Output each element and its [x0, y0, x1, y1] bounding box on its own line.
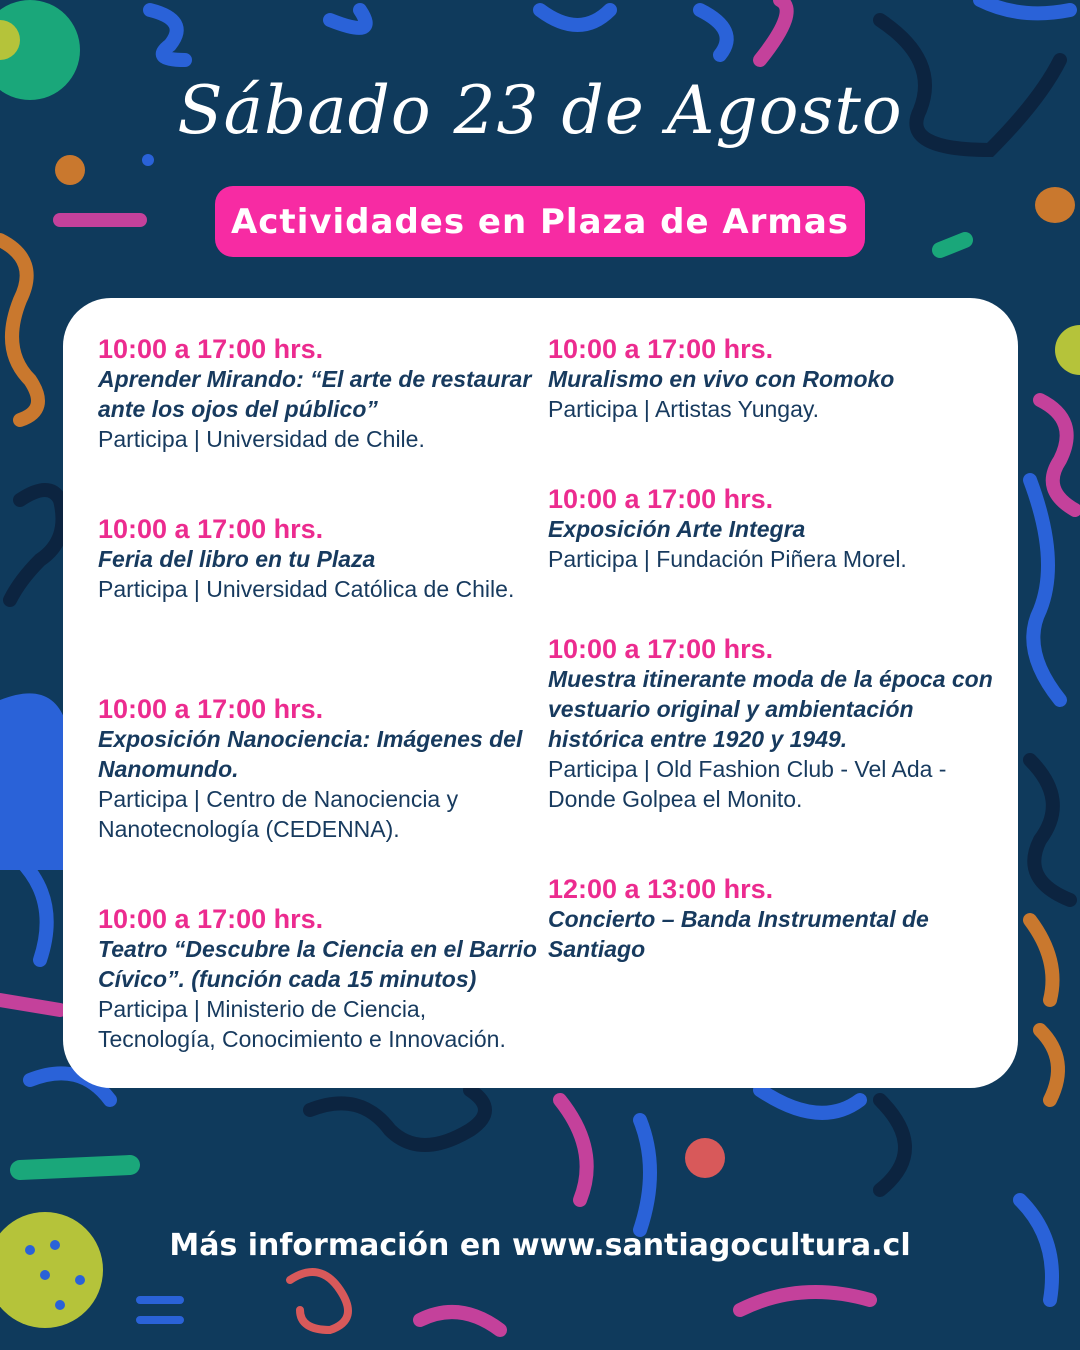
event-item — [98, 514, 538, 604]
event-title: Exposición Nanociencia: Imágenes del Nanomundo. — [98, 726, 523, 782]
event-participants: Participa | Artistas Yungay. — [548, 396, 820, 422]
event-time: 10:00 a 17:00 hrs. — [548, 484, 774, 514]
page-title: Sábado 23 de Agosto — [177, 72, 903, 149]
event-time: 10:00 a 17:00 hrs. — [98, 514, 324, 544]
event-time: 10:00 a 17:00 hrs. — [98, 694, 324, 724]
footer-info: Más información en www.santiagocultura.cl — [169, 1228, 911, 1263]
event-time: 10:00 a 17:00 hrs. — [548, 634, 774, 664]
event-item — [98, 334, 538, 454]
event-participants: Participa | Old Fashion Club - Vel Ada - Donde Golpea el Monito. — [548, 756, 947, 812]
event-participants: Participa | Fundación Piñera Morel. — [548, 546, 907, 572]
event-item — [548, 334, 993, 424]
subtitle-text: Actividades en Plaza de Armas — [230, 201, 850, 242]
event-title: Concierto – Banda Instrumental de Santiago — [548, 906, 929, 962]
event-title: Exposición Arte Integra — [548, 516, 806, 542]
event-title: Aprender Mirando: “El arte de restaurar ante los ojos del público” — [98, 366, 532, 422]
event-item — [548, 484, 993, 574]
event-time: 10:00 a 17:00 hrs. — [98, 904, 324, 934]
event-participants: Participa | Centro de Nanociencia y Nanotecnología (CEDENNA). — [98, 786, 459, 842]
event-participants: Participa | Universidad Católica de Chile. — [98, 576, 515, 602]
schedule-card — [63, 298, 1018, 1088]
event-participants: Participa | Ministerio de Ciencia, Tecnología, Conocimiento e Innovación. — [98, 996, 506, 1052]
event-item — [98, 694, 538, 844]
event-title: Feria del libro en tu Plaza — [98, 546, 376, 572]
event-title: Muralismo en vivo con Romoko — [548, 366, 895, 392]
event-time: 12:00 a 13:00 hrs. — [548, 874, 774, 904]
event-time: 10:00 a 17:00 hrs. — [548, 334, 774, 364]
event-item — [548, 634, 993, 814]
event-item — [548, 874, 993, 964]
event-time: 10:00 a 17:00 hrs. — [98, 334, 324, 364]
event-title: Teatro “Descubre la Ciencia en el Barrio Cívico”. (función cada 15 minutos) — [98, 936, 537, 992]
event-item — [98, 904, 538, 1054]
subtitle-badge — [215, 186, 865, 257]
event-title: Muestra itinerante moda de la época con vestuario original y ambientación histórica entre 1920 y 1949. — [548, 666, 993, 752]
event-participants: Participa | Universidad de Chile. — [98, 426, 425, 452]
